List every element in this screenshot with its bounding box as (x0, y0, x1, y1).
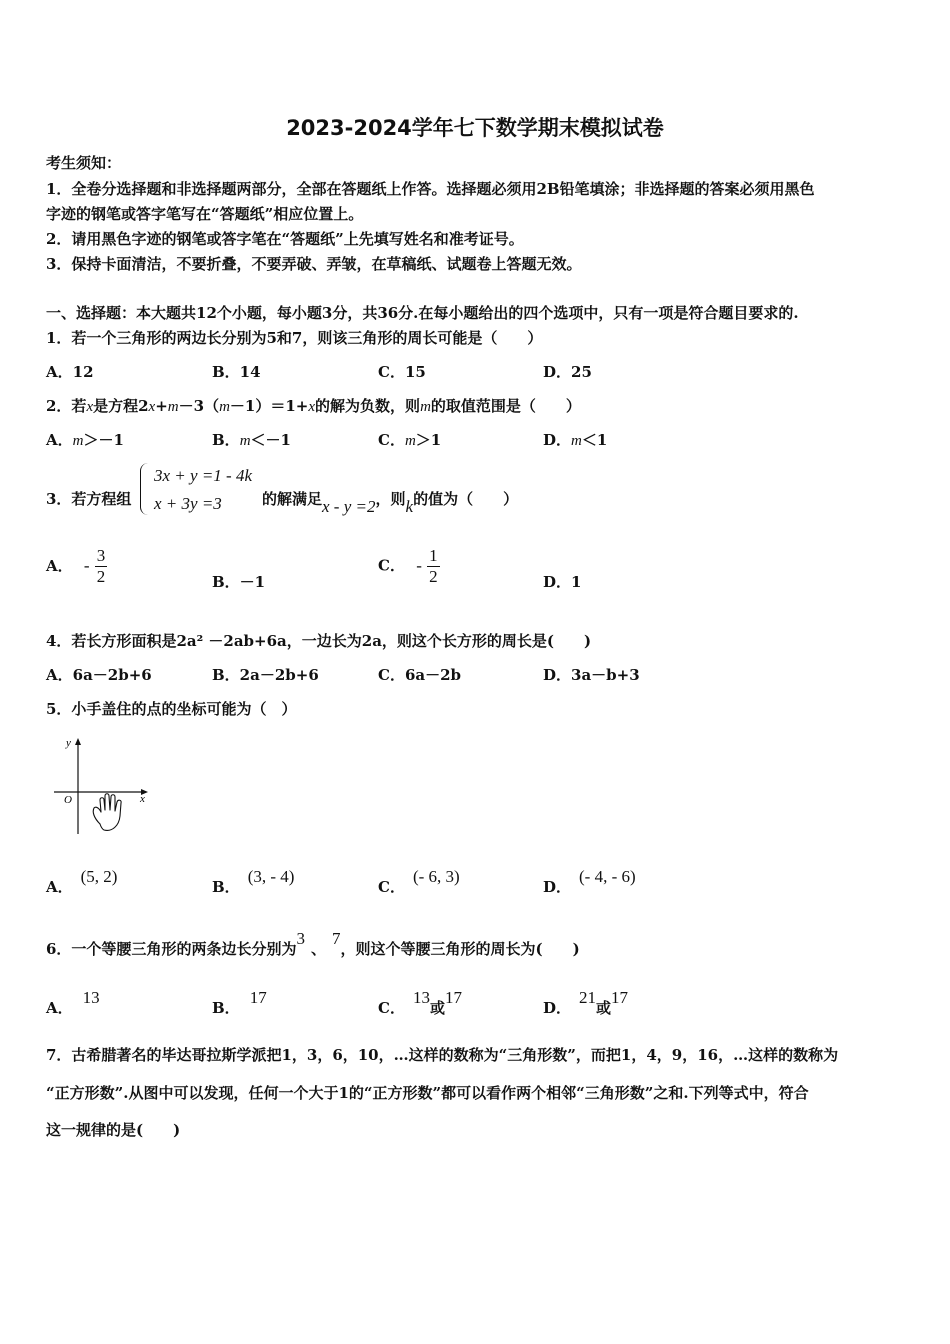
q1-option-b[interactable]: B．14 (212, 363, 261, 381)
q6-option-c[interactable]: C．13或17 (378, 988, 462, 1017)
q3-stem-rest: 的解满足x - y =2，则k的值为（ ） (262, 490, 519, 516)
y-axis-label: y (66, 737, 71, 749)
notice-line-1a: 1．全卷分选择题和非选择题两部分，全部在答题纸上作答。选择题必须用2B铅笔填涂；非选择题的答案必须用黑色 (46, 180, 815, 198)
q2-option-b[interactable]: B．m＜－1 (212, 431, 291, 449)
q2-option-d[interactable]: D．m＜1 (543, 431, 608, 449)
q7-stem-line-2: “正方形数”.从图中可以发现，任何一个大于1的“正方形数”都可以看作两个相邻“三角形数”之和.下列等式中，符合 (46, 1084, 809, 1102)
x-axis-label: x (140, 793, 145, 805)
q2-option-c[interactable]: C．m＞1 (378, 431, 442, 449)
q5-coordinate-figure (44, 734, 156, 842)
q1-option-c[interactable]: C．15 (378, 363, 426, 381)
q3-c-fraction: $\frac{1}{2}$ (429, 546, 438, 586)
q5-option-a[interactable]: A．(5, 2) (46, 867, 118, 896)
q5-option-d[interactable]: D．(- 4, - 6) (543, 867, 636, 896)
q3-equation-1: 3x + y =1 - 4k (154, 466, 252, 485)
q4-option-c[interactable]: C．6a－2b (378, 666, 462, 684)
q4-option-b[interactable]: B．2a－2b+6 (212, 666, 319, 684)
q2-option-a[interactable]: A．m＞－1 (46, 431, 124, 449)
hand-icon (93, 794, 121, 831)
y-axis-arrow-icon (75, 738, 81, 745)
origin-label: O (64, 794, 72, 806)
q1-option-d[interactable]: D．25 (543, 363, 592, 381)
q4-option-a[interactable]: A．6a－2b+6 (46, 666, 152, 684)
notice-line-2: 2．请用黑色字迹的钢笔或答字笔在“答题纸”上先填写姓名和准考证号。 (46, 230, 524, 248)
q1-option-a[interactable]: A．12 (46, 363, 94, 381)
q3-option-b[interactable]: B．－1 (212, 573, 266, 591)
section-heading: 一、选择题：本大题共12个小题，每小题3分，共36分.在每小题给出的四个选项中，只有一项是符合题目要求的. (46, 304, 799, 322)
q6-option-b[interactable]: B．17 (212, 988, 267, 1017)
q1-stem: 1．若一个三角形的两边长分别为5和7，则该三角形的周长可能是（ ） (46, 329, 543, 347)
q7-stem-line-3: 这一规律的是( ) (46, 1121, 181, 1139)
q6-option-d[interactable]: D．21或17 (543, 988, 629, 1017)
q3-option-c[interactable]: C． - $\frac{1}{2}$ (378, 546, 438, 586)
page-title: 2023-2024学年七下数学期末模拟试卷 (286, 116, 664, 140)
q5-option-c[interactable]: C．(- 6, 3) (378, 867, 460, 896)
q4-option-d[interactable]: D．3a－b+3 (543, 666, 640, 684)
q7-stem-line-1: 7．古希腊著名的毕达哥拉斯学派把1，3，6，10，…这样的数称为“三角形数”，而把1，4，9，16，…这样的数称为 (46, 1046, 839, 1064)
q6-option-a[interactable]: A．13 (46, 988, 100, 1017)
q5-stem: 5．小手盖住的点的坐标可能为（ ） (46, 700, 297, 718)
notice-line-1b: 字迹的钢笔或答字笔写在“答题纸”相应位置上。 (46, 205, 364, 223)
q5-option-b[interactable]: B．(3, - 4) (212, 867, 295, 896)
q3-option-a[interactable]: A． - $\frac{3}{2}$ (46, 546, 106, 586)
q3-a-fraction: $\frac{3}{2}$ (96, 546, 106, 586)
q3-equation-2: x + 3y =3 (154, 494, 222, 513)
q4-stem: 4．若长方形面积是2a² －2ab+6a，一边长为2a，则这个长方形的周长是( ) (46, 632, 592, 650)
q3-stem-prefix: 3．若方程组 (46, 490, 132, 508)
notice-heading: 考生须知： (46, 154, 122, 172)
q3-equation-system (144, 462, 252, 518)
q2-stem: 2．若x是方程2x+m－3（m－1）＝1+x的解为负数，则m的取值范围是（ ） (46, 397, 581, 415)
notice-line-3: 3．保持卡面清洁，不要折叠，不要弄破、弄皱，在草稿纸、试题卷上答题无效。 (46, 255, 582, 273)
q6-stem: 6．一个等腰三角形的两条边长分别为3、7，则这个等腰三角形的周长为( ) (46, 929, 580, 958)
q3-option-d[interactable]: D．1 (543, 573, 582, 591)
